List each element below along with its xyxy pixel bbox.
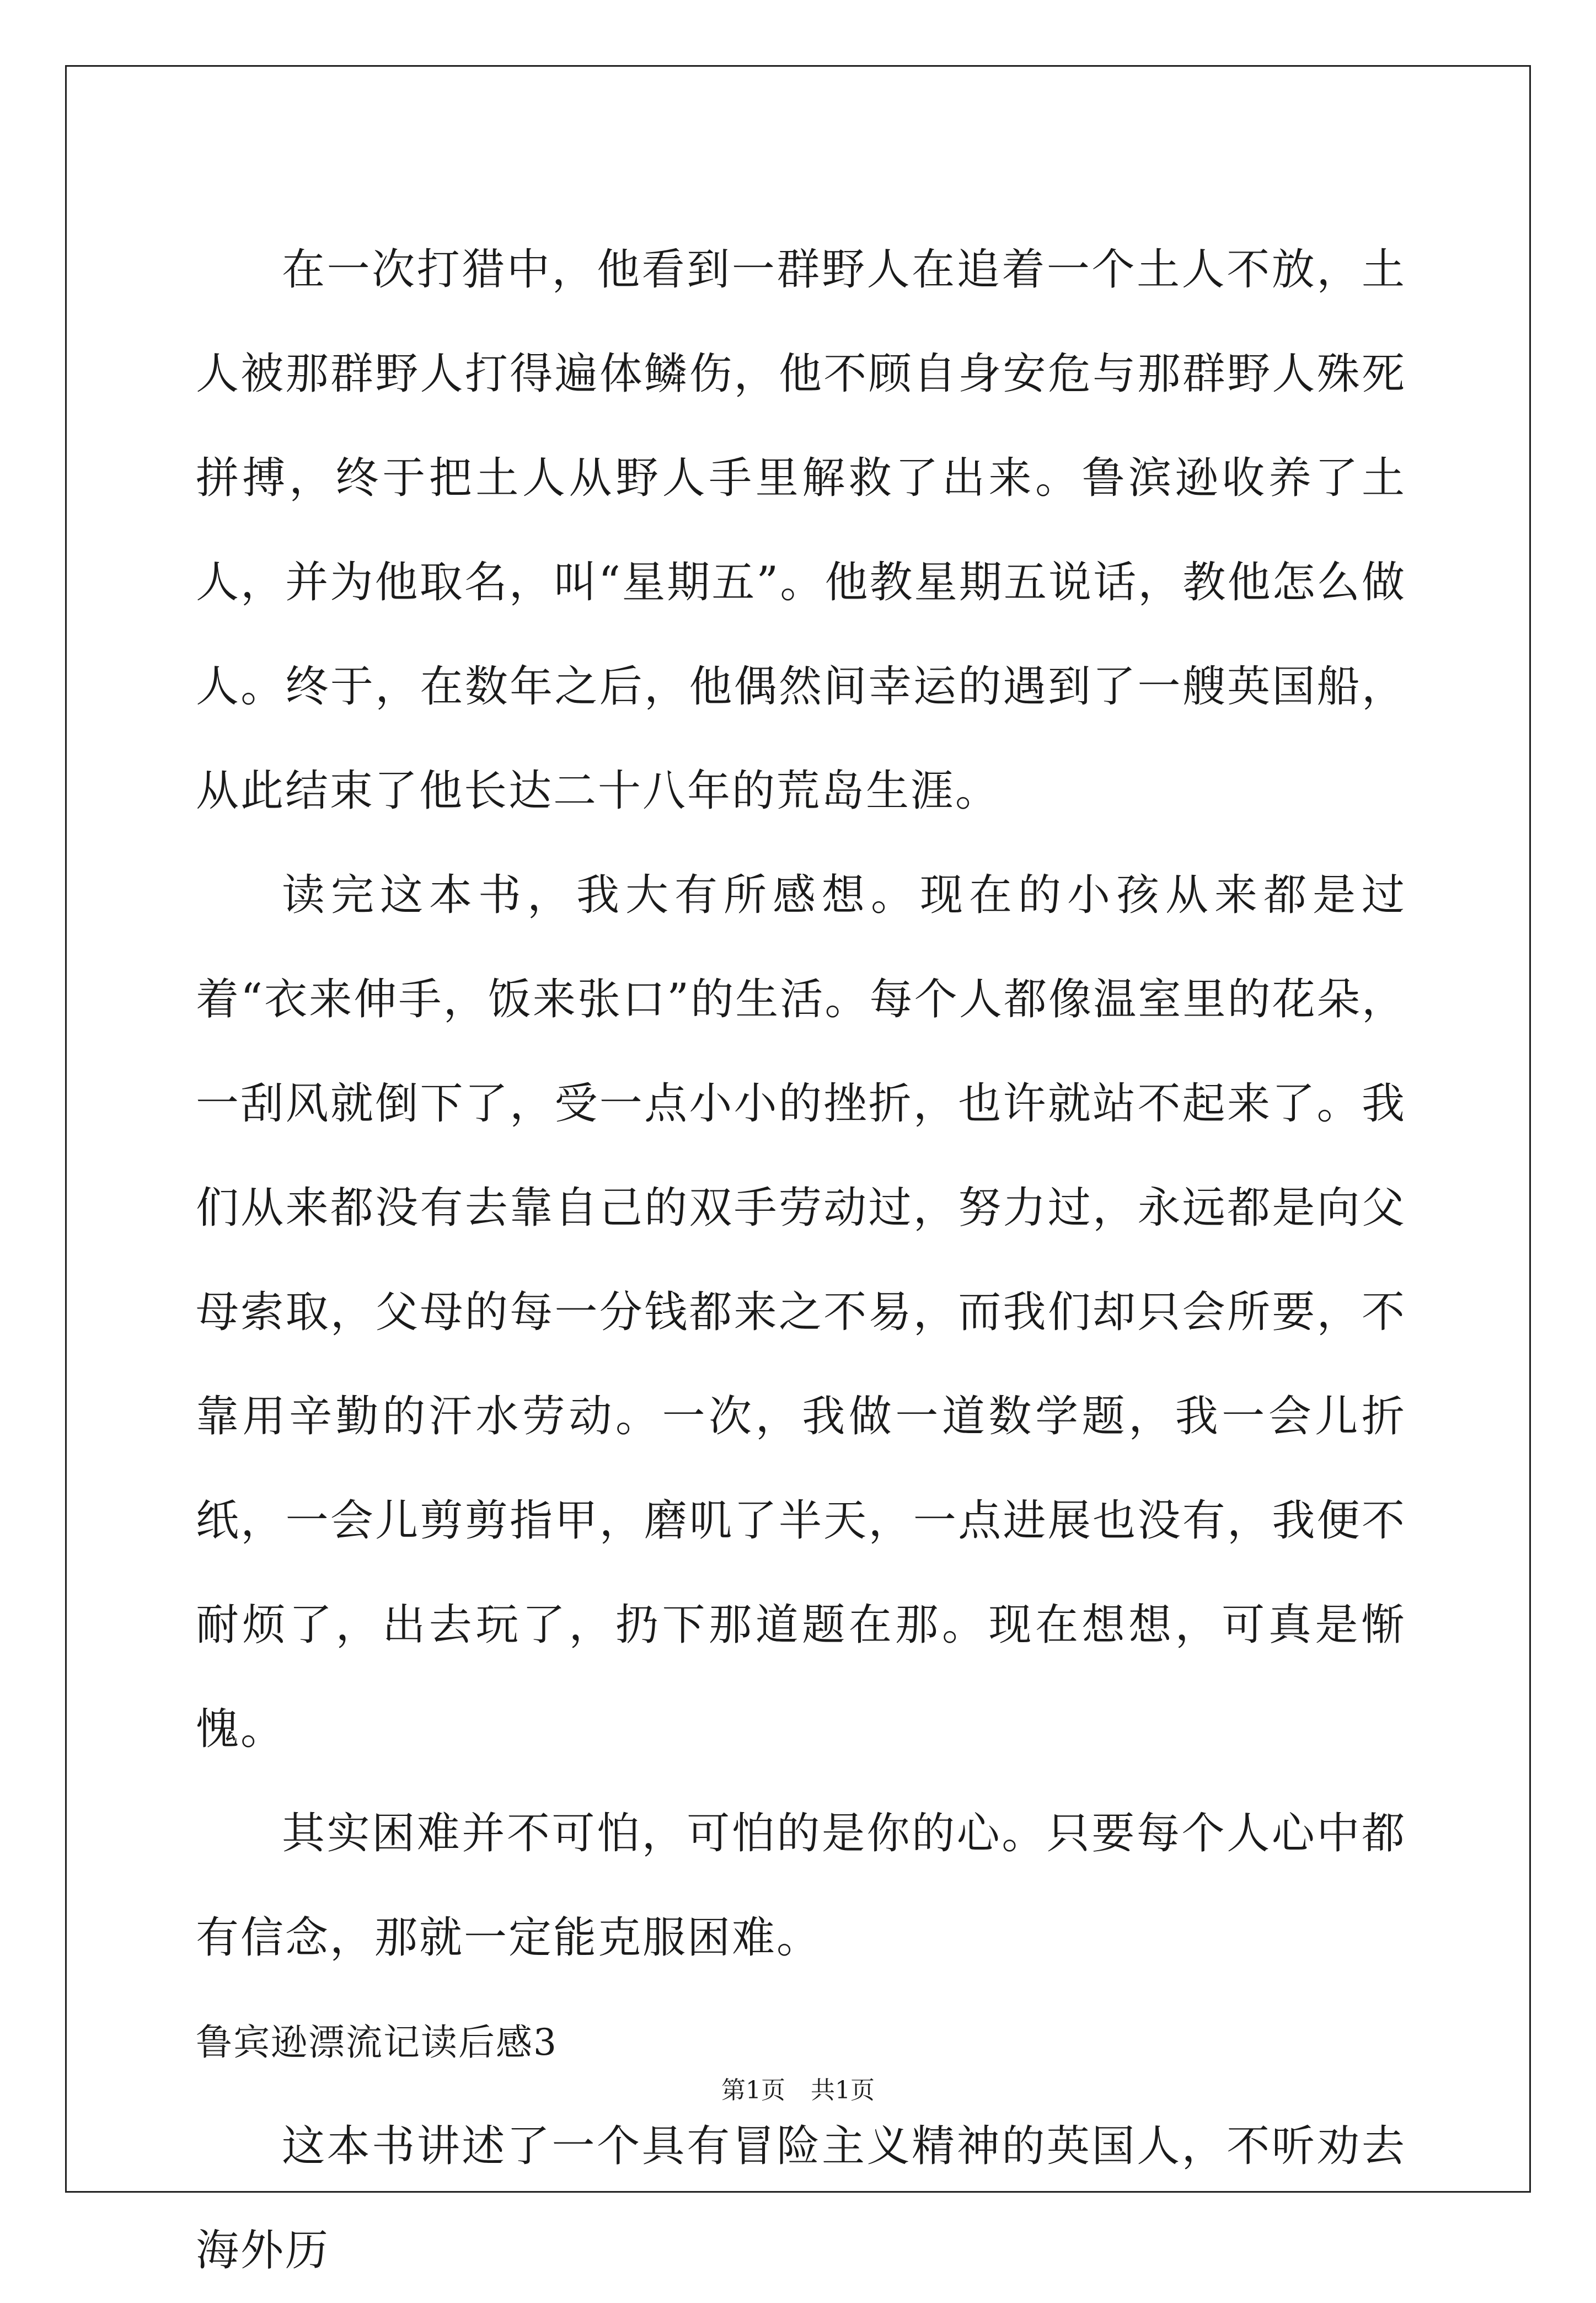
paragraph-3: 其实困难并不可怕，可怕的是你的心。只要每个人心中都有信念，那就一定能克服困难。 (196, 1809, 1406, 1963)
paragraph-2: 读完这本书，我大有所感想。现在的小孩从来都是过着“衣来伸手，饭来张口”的生活。每个人都像温室里的花朵，一刮风就倒下了，受一点小小的挫折，也许就站不起来了。我们从来都没有去靠自己的双手劳动过，努力过，永远都是向父母索取，父母的每一分钱都来之不易，而我们却只会所要，不靠用辛勤的汗水劳动。一次，我做一道数学题，我一会儿折纸，一会儿剪剪指甲，磨叽了半天，一点进展也没有，我便不耐烦了，出去玩了，扔下那道题在那。现在想想，可真是惭愧。 (196, 870, 1406, 1754)
page-number-total: 共1页 (811, 2076, 875, 2104)
section-heading: 鲁宾逊漂流记读后感3 (196, 2021, 558, 2064)
document-body (196, 218, 1406, 2303)
paragraph-1: 在一次打猎中，他看到一群野人在追着一个土人不放，土人被那群野人打得遍体鳞伤，他不顾自身安危与那群野人殊死拼搏，终于把土人从野人手里解救了出来。鲁滨逊收养了土人，并为他取名，叫“星期五”。他教星期五说话，教他怎么做人。终于，在数年之后，他偶然间幸运的遇到了一艘英国船，从此结束了他长达二十八年的荒岛生涯。 (196, 245, 1406, 816)
page-number-current: 第1页 (721, 2076, 785, 2104)
page-footer (0, 2074, 1596, 2107)
paragraph-4: 这本书讲述了一个具有冒险主义精神的英国人，不听劝去海外历 (196, 2122, 1406, 2275)
